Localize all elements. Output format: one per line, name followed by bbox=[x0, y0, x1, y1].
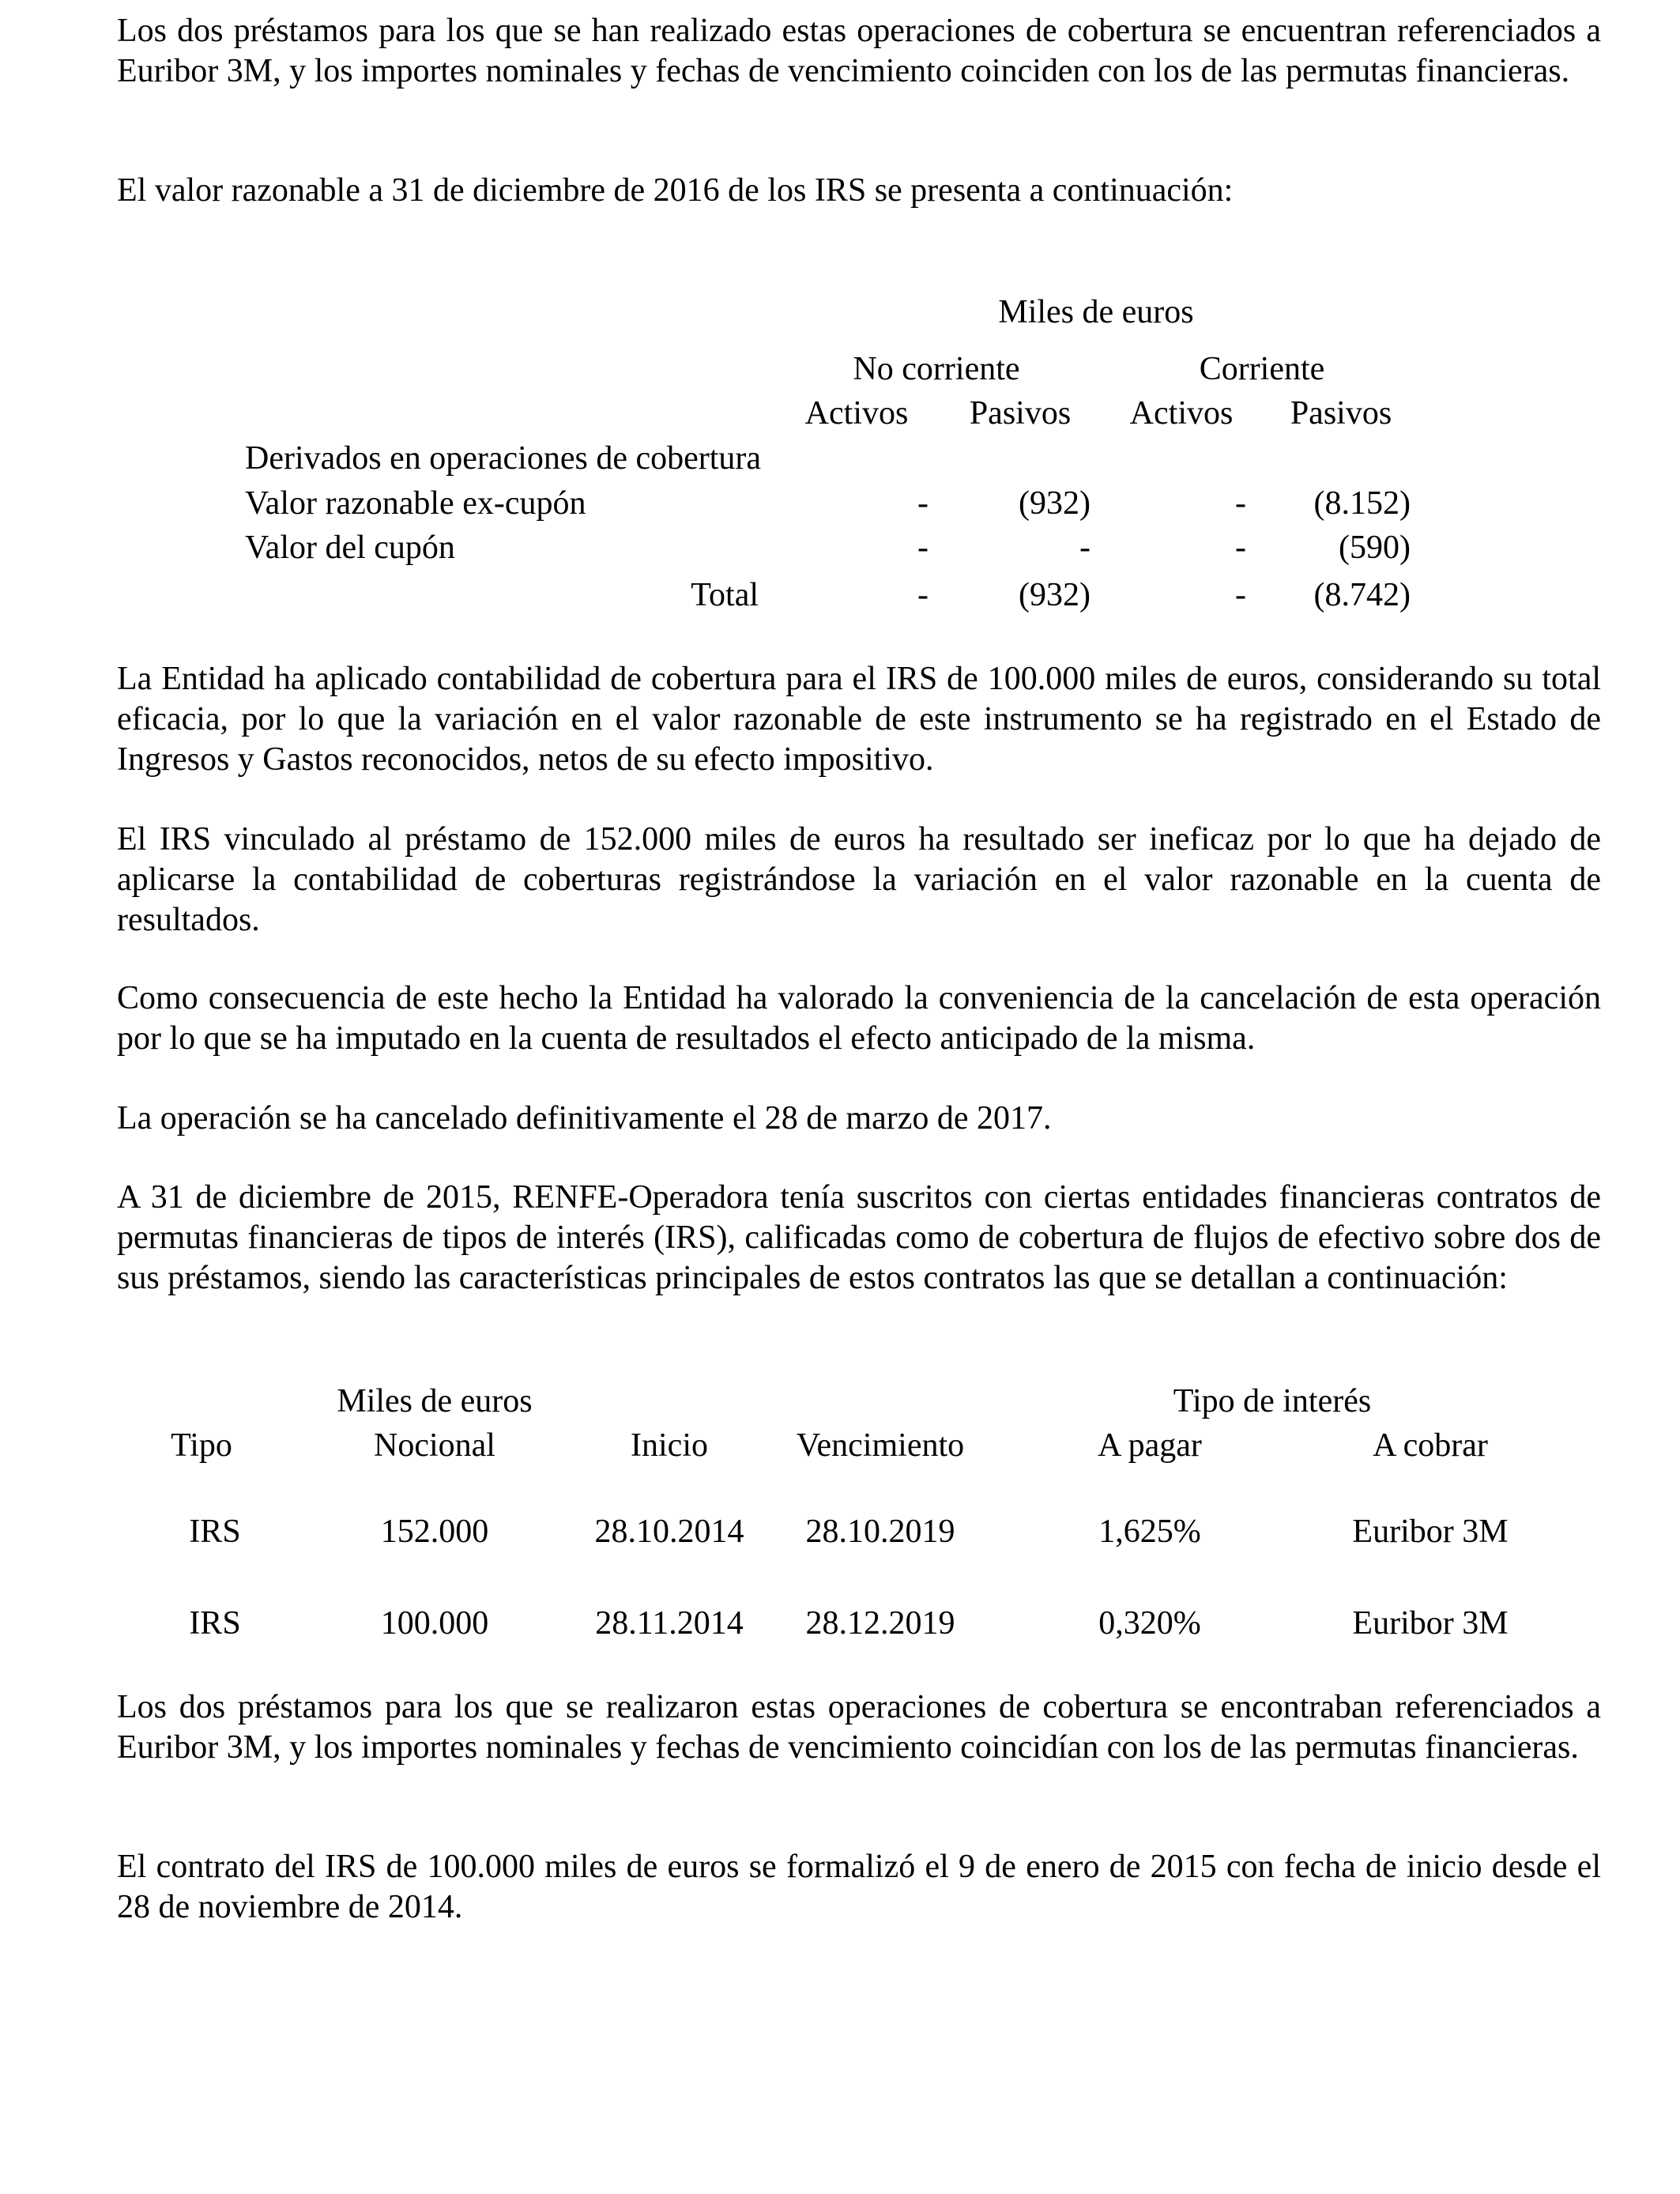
paragraph-4: El IRS vinculado al préstamo de 152.000 miles de euros ha resultado ser ineficaz por lo que ha dejado de aplicarse la contabilidad de coberturas registrándose la variación en el valor razonable en la cuenta de resultados. bbox=[117, 821, 1601, 938]
table2-cell: 28.11.2014 bbox=[595, 1605, 744, 1642]
table2-col-vencimiento: Vencimiento bbox=[796, 1427, 965, 1464]
paragraph-6: La operación se ha cancelado definitivamente el 28 de marzo de 2017. bbox=[117, 1100, 1052, 1137]
table1-row-label: Valor del cupón bbox=[245, 530, 455, 566]
table2-cell: IRS bbox=[189, 1514, 241, 1550]
table1-col-pasivos-nc: Pasivos bbox=[969, 395, 1072, 432]
table2-col-nocional: Nocional bbox=[374, 1427, 495, 1464]
table1-total-cell: (932) bbox=[1019, 577, 1090, 613]
paragraph-8: Los dos préstamos para los que se realizaron estas operaciones de cobertura se encontraban referenciados a Euribor 3M, y los importes nominales y fechas de vencimiento coincidían con los de las permutas financieras. bbox=[117, 1689, 1601, 1766]
table2-col-inicio: Inicio bbox=[631, 1427, 708, 1464]
paragraph-5: Como consecuencia de este hecho la Entidad ha valorado la conveniencia de la cancelación de esta operación por lo que se ha imputado en la cuenta de resultados el efecto anticipado de la misma. bbox=[117, 980, 1601, 1057]
table2-cell: 1,625% bbox=[1098, 1514, 1201, 1550]
table1-col-activos-c: Activos bbox=[1129, 395, 1234, 432]
table1-total-cell: - bbox=[1235, 577, 1246, 613]
paragraph-7: A 31 de diciembre de 2015, RENFE-Operadora tenía suscritos con ciertas entidades financieras contratos de permutas financieras de tipos de interés (IRS), calificadas como de cobertura de flujos de efectivo sobre dos de sus préstamos, siendo las características principales de estos contratos las que se detallan a continuación: bbox=[117, 1179, 1601, 1296]
table1-total-label: Total bbox=[691, 577, 759, 613]
table1-cell: - bbox=[1079, 530, 1090, 566]
paragraph-3: La Entidad ha aplicado contabilidad de cobertura para el IRS de 100.000 miles de euros, considerando su total eficacia, por lo que la variación en el valor razonable de este instrumento se ha registrado en el Estado de Ingresos y Gastos reconocidos, netos de su efecto impositivo. bbox=[117, 661, 1601, 778]
table2-cell: 0,320% bbox=[1098, 1605, 1201, 1642]
table2-col-a-cobrar: A cobrar bbox=[1373, 1427, 1488, 1464]
table1-section-label: Derivados en operaciones de cobertura bbox=[245, 440, 762, 477]
paragraph-1: Los dos préstamos para los que se han realizado estas operaciones de cobertura se encuentran referenciados a Euribor 3M, y los importes nominales y fechas de vencimiento coinciden con los de las permutas financieras. bbox=[117, 13, 1601, 89]
table1-cell: (590) bbox=[1339, 530, 1411, 566]
table1-cell: - bbox=[1235, 485, 1246, 522]
table1-total-cell: (8.742) bbox=[1313, 577, 1411, 613]
table2-cell: IRS bbox=[189, 1605, 241, 1642]
paragraph-9: El contrato del IRS de 100.000 miles de euros se formalizó el 9 de enero de 2015 con fecha de inicio desde el 28 de noviembre de 2014. bbox=[117, 1849, 1601, 1925]
table1-col-activos-nc: Activos bbox=[804, 395, 909, 432]
table1-cell: (8.152) bbox=[1313, 485, 1411, 522]
table1-row-label: Valor razonable ex-cupón bbox=[245, 485, 586, 522]
table2-group-amount: Miles de euros bbox=[337, 1383, 533, 1419]
table1-cell: - bbox=[917, 530, 929, 566]
table1-group-no-corriente: No corriente bbox=[853, 351, 1020, 387]
table2-col-a-pagar: A pagar bbox=[1098, 1427, 1202, 1464]
table2-cell: 28.10.2019 bbox=[805, 1514, 955, 1550]
table2-cell: 28.10.2014 bbox=[594, 1514, 744, 1550]
table1-cell: - bbox=[917, 485, 929, 522]
table1-unit-header: Miles de euros bbox=[998, 294, 1194, 330]
table1-col-pasivos-c: Pasivos bbox=[1290, 395, 1392, 432]
table2-col-tipo: Tipo bbox=[171, 1427, 232, 1464]
table2-cell: 152.000 bbox=[380, 1514, 489, 1550]
paragraph-2: El valor razonable a 31 de diciembre de 2016 de los IRS se presenta a continuación: bbox=[117, 172, 1234, 209]
table2-group-interest: Tipo de interés bbox=[1173, 1383, 1372, 1419]
table1-cell: (932) bbox=[1019, 485, 1090, 522]
table1-cell: - bbox=[1235, 530, 1246, 566]
table2-cell: 100.000 bbox=[380, 1605, 489, 1642]
table1-total-cell: - bbox=[917, 577, 929, 613]
table2-cell: Euribor 3M bbox=[1352, 1514, 1509, 1550]
table2-cell: Euribor 3M bbox=[1352, 1605, 1509, 1642]
table1-group-corriente: Corriente bbox=[1199, 351, 1325, 387]
table2-cell: 28.12.2019 bbox=[805, 1605, 955, 1642]
